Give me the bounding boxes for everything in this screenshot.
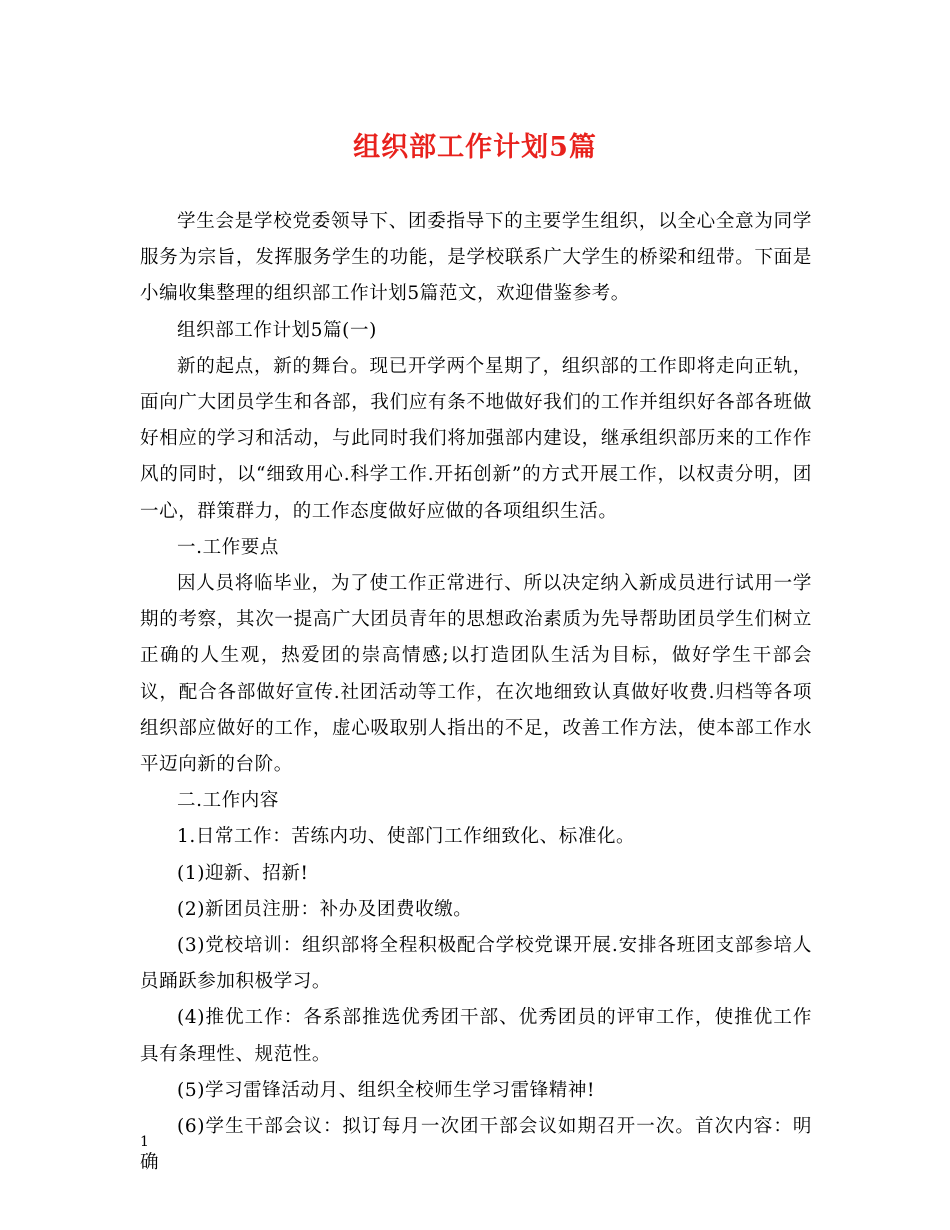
heading-work-content: 二.工作内容 bbox=[177, 790, 279, 812]
list-item: (1)迎新、招新! bbox=[177, 862, 309, 884]
list-item: 1.日常工作：苦练内功、使部门工作细致化、标准化。 bbox=[177, 826, 636, 848]
plan-one-paragraph: 新的起点，新的舞台。现已开学两个星期了，组织部的工作即将走向正轨，面向广大团员学生和各部，我们应有条不地做好我们的工作并组织好各部各班做好相应的学习和活动，与此同时我们将加强部内建设，继承组织部历来的工作作风的同时，以“细致用心.科学工作.开拓创新”的方式开展工作，以权责分明，团一心，群策群力，的工作态度做好应做的各项组织生活。 bbox=[140, 355, 812, 522]
list-item: (5)学习雷锋活动月、组织全校师生学习雷锋精神! bbox=[177, 1079, 596, 1101]
intro-paragraph: 学生会是学校党委领导下、团委指导下的主要学生组织，以全心全意为同学服务为宗旨，发挥服务学生的功能，是学校联系广大学生的桥梁和纽带。下面是小编收集整理的组织部工作计划5篇范文，欢迎借鉴参考。 bbox=[140, 211, 812, 305]
document-body bbox=[140, 204, 812, 1181]
page-number: 1 bbox=[140, 1134, 149, 1150]
page-title: 组织部工作计划5篇 bbox=[353, 132, 597, 163]
list-item: (4)推优工作：各系部推选优秀团干部、优秀团员的评审工作，使推优工作具有条理性、规范性。 bbox=[140, 1007, 812, 1065]
heading-work-key-points: 一.工作要点 bbox=[177, 536, 279, 558]
section-heading-plan-one: 组织部工作计划5篇(一) bbox=[177, 319, 377, 341]
list-item: (6)学生干部会议：拟订每月一次团干部会议如期召开一次。首次内容：明确 bbox=[140, 1116, 812, 1174]
work-key-points-paragraph: 因人员将临毕业，为了使工作正常进行、所以决定纳入新成员进行试用一学期的考察，其次一提高广大团员青年的思想政治素质为先导帮助团员学生们树立正确的人生观，热爱团的崇高情感;以打造团队生活为目标，做好学生干部会议，配合各部做好宣传.社团活动等工作，在次地细致认真做好收费.归档等各项组织部应做好的工作，虚心吸取别人指出的不足，改善工作方法，使本部工作水平迈向新的台阶。 bbox=[140, 573, 812, 776]
list-item: (2)新团员注册：补办及团费收缴。 bbox=[177, 898, 473, 920]
list-item: (3)党校培训：组织部将全程积极配合学校党课开展.安排各班团支部参培人员踊跃参加积极学习。 bbox=[140, 935, 812, 993]
